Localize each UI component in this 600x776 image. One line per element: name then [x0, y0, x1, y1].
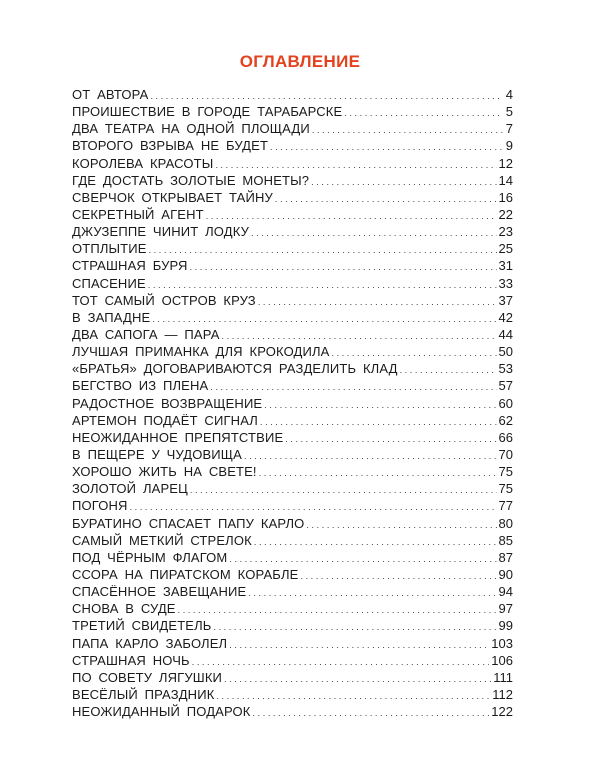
toc-entry-title: ВЕСЁЛЫЙ ПРАЗДНИК: [72, 686, 215, 702]
toc-entry-page-number: 33: [498, 275, 513, 291]
toc-entry-title: РАДОСТНОЕ ВОЗВРАЩЕНИЕ: [72, 395, 263, 411]
table-of-contents: [72, 86, 513, 720]
toc-entry-page-number: 44: [498, 326, 513, 342]
toc-entry-page-number: 16: [498, 189, 513, 205]
toc-entry: [72, 497, 513, 514]
toc-entry: [72, 446, 513, 463]
toc-entry-page-number: 103: [491, 635, 513, 651]
toc-entry-title: ЛУЧШАЯ ПРИМАНКА ДЛЯ КРОКОДИЛА: [72, 344, 330, 360]
toc-entry-page-number: 87: [498, 549, 513, 565]
toc-entry-page-number: 9: [505, 138, 513, 154]
toc-entry-title: СВЕРЧОК ОТКРЫВАЕТ ТАЙНУ: [72, 189, 273, 205]
toc-entry-page-number: 12: [498, 155, 513, 171]
dot-leader: [258, 294, 497, 311]
toc-entry-title: ССОРА НА ПИРАТСКОМ КОРАБЛЕ: [72, 566, 299, 582]
toc-entry-title: СНОВА В СУДЕ: [72, 601, 176, 617]
toc-entry-title: ДВА ТЕАТРА НА ОДНОЙ ПЛОЩАДИ: [72, 121, 310, 137]
toc-entry-title: СПАСЕНИЕ: [72, 275, 146, 291]
toc-entry: [72, 309, 513, 326]
toc-entry-page-number: 57: [498, 378, 513, 394]
toc-entry-page-number: 42: [498, 309, 513, 325]
toc-entry-title: ВТОРОГО ВЗРЫВА НЕ БУДЕТ: [72, 138, 269, 154]
toc-entry-page-number: 111: [493, 669, 513, 685]
dot-leader: [149, 242, 497, 259]
dot-leader: [253, 705, 490, 722]
toc-entry: [72, 155, 513, 172]
toc-entry-title: ДВА САПОГА — ПАРА: [72, 326, 220, 342]
dot-leader: [244, 448, 497, 465]
toc-entry: [72, 189, 513, 206]
toc-entry: [72, 120, 513, 137]
toc-entry-page-number: 66: [498, 429, 513, 445]
toc-entry-page-number: 4: [505, 87, 513, 102]
dot-leader: [270, 139, 503, 156]
dot-leader: [213, 619, 496, 636]
toc-entry: [72, 463, 513, 480]
toc-entry: [72, 583, 513, 600]
dot-leader: [190, 259, 497, 276]
toc-entry-title: НЕОЖИДАННЫЙ ПОДАРОК: [72, 704, 251, 720]
toc-entry-title: САМЫЙ МЕТКИЙ СТРЕЛОК: [72, 532, 252, 548]
toc-entry: [72, 635, 513, 652]
dot-leader: [260, 414, 497, 431]
toc-entry-title: ПОД ЧЁРНЫМ ФЛАГОМ: [72, 549, 228, 565]
toc-entry: [72, 240, 513, 257]
toc-entry-title: ПОГОНЯ: [72, 498, 128, 514]
toc-entry-title: НЕОЖИДАННОЕ ПРЕПЯТСТВИЕ: [72, 429, 284, 445]
toc-entry-page-number: 112: [492, 686, 513, 702]
toc-entry-page-number: 90: [498, 566, 513, 582]
toc-entry-title: В ЗАПАДНЕ: [72, 309, 151, 325]
toc-entry: [72, 617, 513, 634]
dot-leader: [248, 585, 496, 602]
toc-entry-page-number: 106: [491, 652, 513, 668]
toc-entry-title: СТРАШНАЯ НОЧЬ: [72, 652, 190, 668]
dot-leader: [190, 482, 497, 499]
toc-entry: [72, 703, 513, 720]
toc-entry-title: АРТЕМОН ПОДАЁТ СИГНАЛ: [72, 412, 258, 428]
toc-entry-title: ХОРОШО ЖИТЬ НА СВЕТЕ!: [72, 464, 257, 480]
toc-entry: [72, 206, 513, 223]
page-title: ОГЛАВЛЕНИЕ: [239, 52, 361, 71]
toc-entry: [72, 292, 513, 309]
dot-leader: [251, 225, 497, 242]
toc-entry: [72, 275, 513, 292]
toc-entry-title: ОТПЛЫТИЕ: [72, 241, 147, 257]
dot-leader: [264, 397, 496, 414]
toc-entry: [72, 532, 513, 549]
toc-entry: [72, 343, 513, 360]
toc-entry: [72, 686, 513, 703]
dot-leader: [344, 105, 503, 122]
toc-entry-page-number: 97: [498, 601, 513, 617]
toc-entry-page-number: 60: [498, 395, 513, 411]
toc-entry-page-number: 75: [498, 464, 513, 480]
toc-entry-page-number: 7: [505, 121, 513, 137]
dot-leader: [259, 465, 497, 482]
dot-leader: [285, 431, 496, 448]
dot-leader: [311, 174, 496, 191]
toc-entry: [72, 326, 513, 343]
toc-entry-title: ПРОИШЕСТВИЕ В ГОРОДЕ ТАРАБАРСКЕ: [72, 104, 343, 120]
dot-leader: [229, 637, 489, 654]
toc-entry: [72, 172, 513, 189]
toc-entry-title: ГДЕ ДОСТАТЬ ЗОЛОТЫЕ МОНЕТЫ?: [72, 172, 310, 188]
toc-entry-title: БЕГСТВО ИЗ ПЛЕНА: [72, 378, 209, 394]
toc-entry: [72, 480, 513, 497]
toc-entry: [72, 103, 513, 120]
toc-entry-title: ДЖУЗЕППЕ ЧИНИТ ЛОДКУ: [72, 224, 249, 240]
dot-leader: [216, 688, 490, 705]
dot-leader: [300, 568, 496, 585]
toc-entry-title: ТРЕТИЙ СВИДЕТЕЛЬ: [72, 618, 212, 634]
toc-entry: [72, 515, 513, 532]
toc-entry-page-number: 5: [505, 104, 513, 120]
toc-entry-page-number: 80: [498, 515, 513, 531]
dot-leader: [192, 654, 490, 671]
toc-entry-title: СПАСЁННОЕ ЗАВЕЩАНИЕ: [72, 584, 247, 600]
toc-entry: [72, 223, 513, 240]
toc-entry: [72, 412, 513, 429]
toc-entry-page-number: 77: [498, 498, 513, 514]
toc-entry-page-number: 62: [498, 412, 513, 428]
toc-entry: [72, 137, 513, 154]
toc-entry-page-number: 122: [491, 704, 513, 720]
dot-leader: [275, 191, 497, 208]
toc-entry: [72, 652, 513, 669]
toc-entry-title: КОРОЛЕВА КРАСОТЫ: [72, 155, 214, 171]
toc-entry-title: ЗОЛОТОЙ ЛАРЕЦ: [72, 481, 188, 497]
toc-entry-page-number: 37: [498, 292, 513, 308]
toc-entry-title: СЕКРЕТНЫЙ АГЕНТ: [72, 206, 204, 222]
toc-entry: [72, 86, 513, 103]
toc-entry-page-number: 75: [498, 481, 513, 497]
toc-entry-title: В ПЕЩЕРЕ У ЧУДОВИЩА: [72, 446, 242, 462]
dot-leader: [400, 362, 497, 379]
toc-entry-page-number: 31: [498, 258, 513, 274]
toc-entry-page-number: 50: [498, 344, 513, 360]
toc-entry-title: «БРАТЬЯ» ДОГОВАРИВАЮТСЯ РАЗДЕЛИТЬ КЛАД: [72, 361, 398, 377]
toc-entry-title: ТОТ САМЫЙ ОСТРОВ КРУЗ: [72, 292, 256, 308]
toc-entry-title: БУРАТИНО СПАСАЕТ ПАПУ КАРЛО: [72, 515, 305, 531]
toc-entry-title: ПО СОВЕТУ ЛЯГУШКИ: [72, 669, 223, 685]
toc-entry-page-number: 14: [498, 172, 513, 188]
toc-entry: [72, 669, 513, 686]
dot-leader: [312, 122, 503, 139]
dot-leader: [306, 517, 496, 534]
dot-leader: [224, 671, 491, 688]
toc-entry-page-number: 85: [498, 532, 513, 548]
toc-entry: [72, 360, 513, 377]
toc-entry: [72, 429, 513, 446]
dot-leader: [206, 208, 497, 225]
toc-entry: [72, 566, 513, 583]
toc-entry: [72, 377, 513, 394]
toc-entry-page-number: 25: [498, 241, 513, 257]
toc-entry: [72, 257, 513, 274]
toc-entry-page-number: 99: [498, 618, 513, 634]
toc-entry: [72, 600, 513, 617]
toc-entry-page-number: 53: [498, 361, 513, 377]
dot-leader: [178, 602, 497, 619]
toc-entry: [72, 549, 513, 566]
toc-entry-page-number: 94: [498, 584, 513, 600]
toc-entry-title: ОТ АВТОРА: [72, 87, 149, 102]
toc-entry-page-number: 22: [498, 206, 513, 222]
toc-entry-page-number: 70: [498, 446, 513, 462]
toc-entry-title: СТРАШНАЯ БУРЯ: [72, 258, 188, 274]
toc-entry: [72, 395, 513, 412]
dot-leader: [254, 534, 497, 551]
toc-entry-title: ПАПА КАРЛО ЗАБОЛЕЛ: [72, 635, 228, 651]
toc-entry-page-number: 23: [498, 224, 513, 240]
